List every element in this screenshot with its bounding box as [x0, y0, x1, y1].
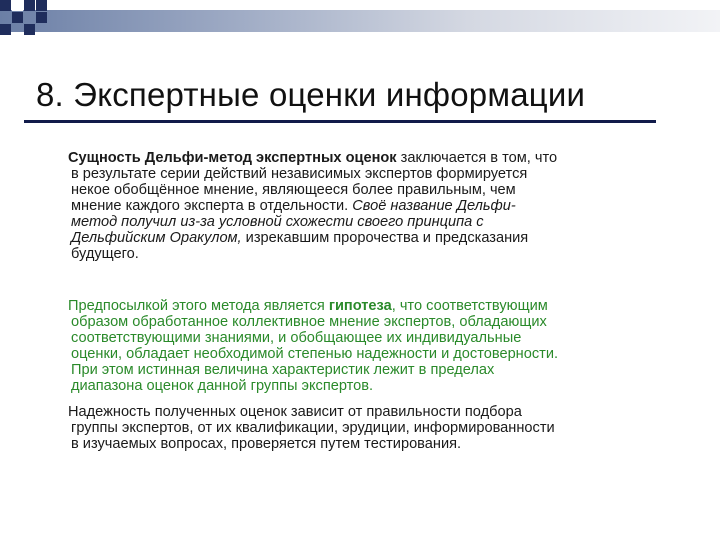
- paragraph-hypothesis: [68, 298, 676, 394]
- paragraph-delphi-essence: [68, 150, 676, 262]
- text-line: диапазона оценок данной группы экспертов.: [71, 378, 374, 394]
- text-line: будущего.: [71, 246, 139, 262]
- title-underline: [24, 120, 656, 123]
- header-gradient-bar: [0, 10, 720, 32]
- text-span: Предпосылкой этого метода является: [68, 298, 329, 314]
- text-line: некое обобщённое мнение, являющееся более правильным, чем: [71, 182, 516, 198]
- text-line: При этом истинная величина характеристик лежит в пределах: [71, 362, 495, 378]
- text-line: образом обработанное коллективное мнение экспертов, обладающих: [71, 314, 547, 330]
- paragraph-reliability: [68, 404, 676, 452]
- text-span: , что соответствующим: [391, 298, 548, 314]
- text-line: в изучаемых вопросах, проверяется путем тестирования.: [71, 436, 462, 452]
- slide-title: 8. Экспертные оценки информации: [36, 76, 586, 113]
- italic-line: метод получил из-за условной схожести своего принципа с: [71, 214, 484, 230]
- italic-span: Дельфийским Оракулом,: [71, 230, 242, 246]
- text-line: группы экспертов, от их квалификации, эрудиции, информированности: [71, 420, 555, 436]
- text-span: заключается в том, что: [396, 150, 558, 166]
- italic-span: Своё название Дельфи-: [352, 198, 516, 214]
- text-span: изрекавшим пророчества и предсказания: [241, 230, 529, 246]
- text-line: Надежность полученных оценок зависит от правильности подбора: [68, 404, 522, 420]
- text-span: мнение каждого эксперта в отдельности.: [71, 198, 353, 214]
- text-line: оценки, обладает необходимой степенью надежности и достоверности.: [71, 346, 559, 362]
- hypothesis-term: гипотеза: [328, 298, 392, 314]
- decorative-squares: [0, 0, 60, 44]
- text-line: в результате серии действий независимых экспертов формируется: [71, 166, 528, 182]
- text-line: соответствующими знаниями, и обобщающее их индивидуальные: [71, 330, 522, 346]
- delphi-term: Сущность Дельфи-метод экспертных оценок: [68, 150, 397, 166]
